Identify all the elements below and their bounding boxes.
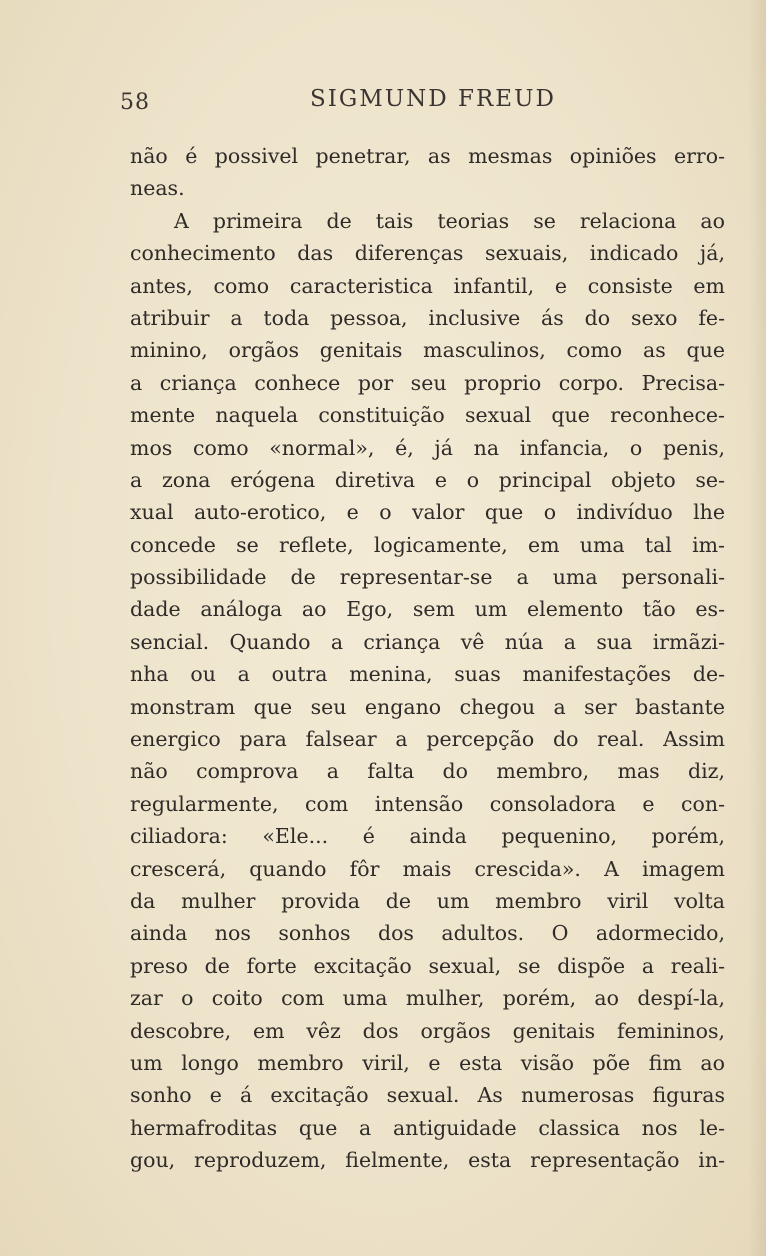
text-line: mos como «normal», é, já na infancia, o penis,: [130, 435, 725, 460]
text-line: dade análoga ao Ego, sem um elemento tão es-: [130, 597, 725, 622]
text-line: não é possivel penetrar, as mesmas opiniões erro-: [130, 144, 725, 168]
text-line: atribuir a toda pessoa, inclusive ás do sexo fe-: [130, 305, 725, 330]
text-line: a zona erógena diretiva e o principal objeto se-: [130, 467, 725, 492]
text-line: concede se reflete, logicamente, em uma tal im-: [130, 532, 725, 557]
text-line: monstram que seu engano chegou a ser bastante: [130, 694, 725, 719]
text-line: um longo membro viril, e esta visão põe fim ao: [130, 1050, 725, 1075]
text-line: ainda nos sonhos dos adultos. O adormecido,: [130, 921, 725, 946]
text-line: crescerá, quando fôr mais crescida». A imagem: [130, 856, 725, 881]
text-line: conhecimento das diferenças sexuais, indicado já,: [130, 241, 725, 266]
page-number: 58: [120, 90, 150, 115]
page-header: [120, 82, 730, 122]
text-line: nha ou a outra menina, suas manifestações de-: [130, 662, 725, 687]
text-line: não comprova a falta do membro, mas diz,: [130, 759, 725, 784]
text-line: preso de forte excitação sexual, se dispõe a reali-: [130, 953, 725, 978]
text-line: mente naquela constituição sexual que reconhece-: [130, 403, 725, 428]
text-line: energico para falsear a percepção do real. Assim: [130, 727, 725, 752]
page-edge-shadow: [748, 0, 766, 1256]
text-line: da mulher provida de um membro viril volta: [130, 888, 725, 913]
text-line: minino, orgãos genitais masculinos, como as que: [130, 338, 725, 363]
text-line: ciliadora: «Ele... é ainda pequenino, porém,: [130, 824, 725, 849]
text-line: hermafroditas que a antiguidade classica nos le-: [130, 1115, 725, 1140]
body-text: [130, 140, 725, 1177]
text-line: antes, como caracteristica infantil, e consiste em: [130, 273, 725, 298]
text-line: descobre, em vêz dos orgãos genitais femininos,: [130, 1018, 725, 1043]
text-line: regularmente, com intensão consoladora e con-: [130, 791, 725, 816]
text-line: possibilidade de representar-se a uma personali-: [130, 565, 725, 590]
text-line: zar o coito com uma mulher, porém, ao despí-la,: [130, 986, 725, 1011]
running-head: SIGMUND FREUD: [310, 86, 556, 112]
text-line: gou, reproduzem, fielmente, esta representação in-: [130, 1148, 725, 1173]
text-line: xual auto-erotico, e o valor que o indivíduo lhe: [130, 500, 725, 525]
text-line: a criança conhece por seu proprio corpo. Precisa-: [130, 370, 725, 395]
text-line: A primeira de tais teorias se relaciona ao: [174, 208, 725, 233]
text-line: sonho e á excitação sexual. As numerosas figuras: [130, 1083, 725, 1108]
text-line: sencial. Quando a criança vê núa a sua irmãzi-: [130, 629, 725, 654]
text-line: neas.: [130, 176, 185, 201]
